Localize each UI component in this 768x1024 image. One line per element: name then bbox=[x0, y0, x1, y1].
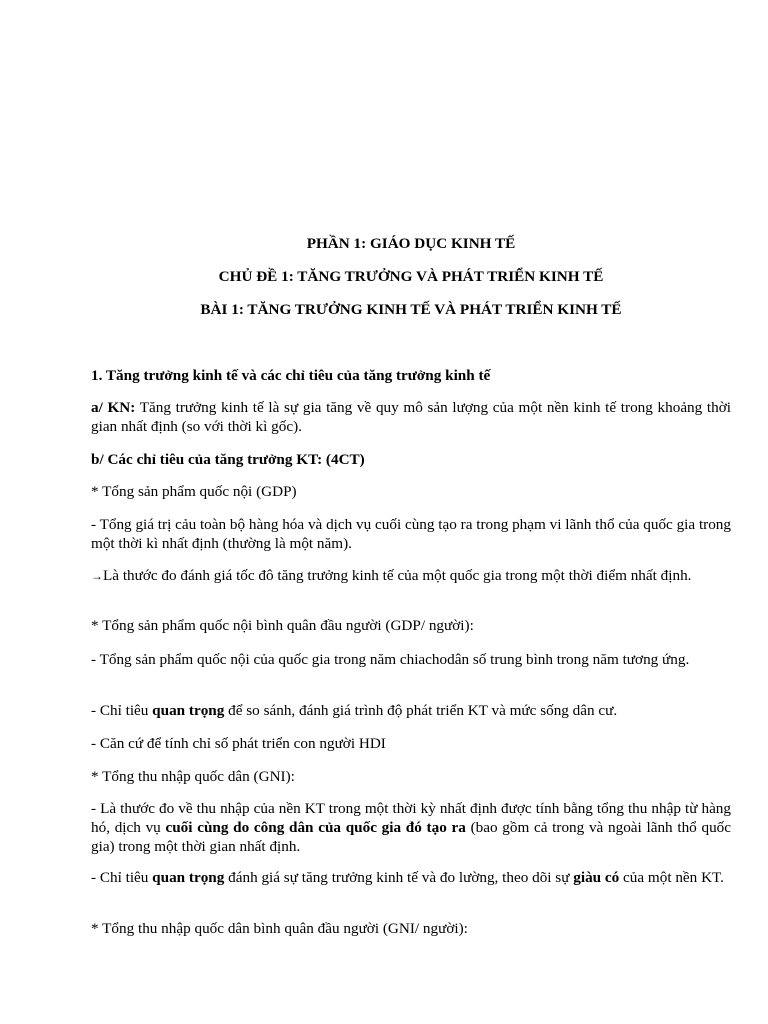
gni-definition-prefix: - Là thước đo về thu nhập của nền KT trong một thời kỳ nhất định được tính bằng tổng thu nhập từ hàng hó, dịch vụ bbox=[91, 800, 731, 836]
gdp-role-paragraph bbox=[91, 566, 731, 586]
indicators-title: b/ Các chỉ tiêu của tăng trưởng KT: (4CT) bbox=[91, 451, 365, 468]
part-heading: PHẦN 1: GIÁO DỤC KINH TẾ bbox=[306, 235, 516, 252]
gni-role bbox=[91, 868, 731, 887]
gni-definition-emphasis: cuối cùng do công dân của quốc gia đó tạo ra bbox=[165, 819, 466, 836]
gdp-title: * Tổng sản phẩm quốc nội (GDP) bbox=[91, 483, 297, 500]
gni-definition-suffix: (bao gồm cả trong và ngoài lãnh thổ quốc gia) trong một thời gian nhất định. bbox=[91, 819, 731, 855]
gni-role-middle: đánh giá sự tăng trưởng kinh tế và đo lường, theo dõi sự bbox=[224, 869, 574, 886]
gdp-per-capita-role-prefix: - Chỉ tiêu bbox=[91, 702, 153, 719]
definition-label: a/ KN: bbox=[91, 399, 136, 416]
right-arrow-icon: → bbox=[91, 569, 103, 583]
lesson-heading: BÀI 1: TĂNG TRƯỞNG KINH TẾ VÀ PHÁT TRIỂN KINH TẾ bbox=[200, 301, 622, 318]
gni-role-prefix: - Chỉ tiêu bbox=[91, 869, 153, 886]
gdp-per-capita-title: * Tổng sản phẩm quốc nội bình quân đầu người (GDP/ người): bbox=[91, 617, 474, 634]
definition-text: Tăng trưởng kinh tế là sự gia tăng về quy mô sản lượng của một nền kinh tế trong khoảng thời gian nhất định (so với thời kì gốc). bbox=[91, 399, 731, 435]
gni-role-suffix: của một nền KT. bbox=[619, 869, 724, 886]
topic-heading: CHỦ ĐỀ 1: TĂNG TRƯỞNG VÀ PHÁT TRIỂN KINH TẾ bbox=[218, 268, 604, 285]
definition-paragraph bbox=[91, 398, 731, 436]
gdp-per-capita-hdi: - Căn cứ để tính chỉ số phát triển con người HDI bbox=[91, 735, 386, 752]
gdp-per-capita-definition: - Tổng sản phẩm quốc nội của quốc gia trong năm chiachodân số trung bình trong năm tương ứng. bbox=[91, 651, 690, 668]
gdp-per-capita-role-emphasis: quan trọng bbox=[152, 702, 225, 719]
gdp-per-capita-role bbox=[91, 701, 731, 720]
gni-role-emphasis-2: giàu có bbox=[573, 869, 620, 886]
gdp-per-capita-role-suffix: để so sánh, đánh giá trình độ phát triển KT và mức sống dân cư. bbox=[224, 702, 618, 719]
gdp-definition: - Tổng giá trị cảu toàn bộ hàng hóa và dịch vụ cuối cùng tạo ra trong phạm vi lãnh thổ của quốc gia trong một thời kì nhất định (thường là một năm). bbox=[91, 516, 731, 552]
gni-per-capita-title: * Tổng thu nhập quốc dân bình quân đầu người (GNI/ người): bbox=[91, 920, 468, 937]
gni-role-emphasis-1: quan trọng bbox=[152, 869, 225, 886]
gni-title: * Tổng thu nhập quốc dân (GNI): bbox=[91, 768, 295, 785]
section-title: 1. Tăng trưởng kinh tế và các chỉ tiêu của tăng trưởng kinh tế bbox=[91, 367, 491, 384]
gni-definition bbox=[91, 799, 731, 856]
document-page bbox=[91, 0, 731, 1024]
gdp-role-text: Là thước đo đánh giá tốc đô tăng trưởng kinh tế của một quốc gia trong một thời điểm nhất định. bbox=[103, 567, 692, 584]
